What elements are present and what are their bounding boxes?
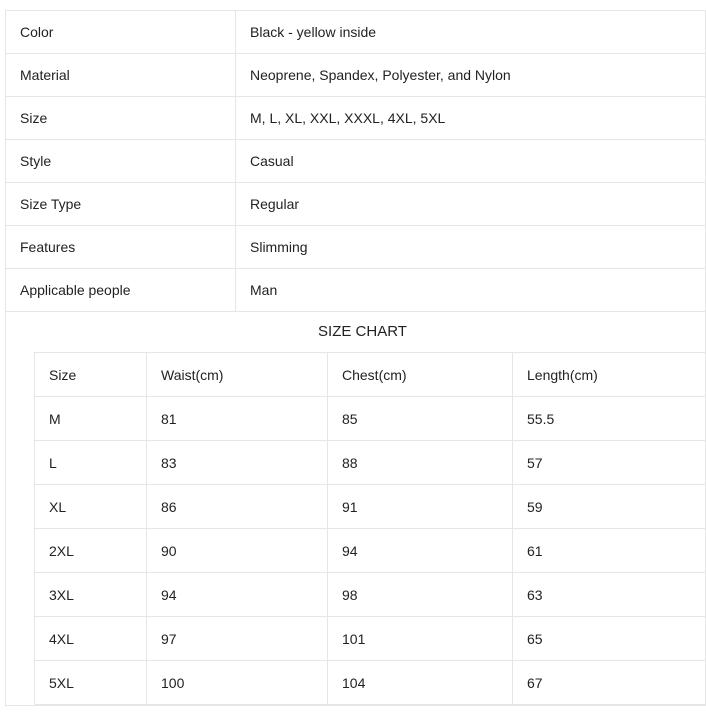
waist-cell: 90 [147, 529, 328, 573]
length-cell: 59 [513, 485, 706, 529]
size-cell: 4XL [35, 617, 147, 661]
size-chart-table [34, 352, 706, 705]
spec-value: M, L, XL, XXL, XXXL, 4XL, 5XL [236, 97, 706, 140]
length-cell: 67 [513, 661, 706, 705]
header-length: Length(cm) [513, 353, 706, 397]
chest-cell: 101 [328, 617, 513, 661]
size-row [35, 397, 706, 441]
waist-cell: 100 [147, 661, 328, 705]
size-chart-header-row [35, 353, 706, 397]
spec-label: Size Type [6, 183, 236, 226]
length-cell: 63 [513, 573, 706, 617]
size-cell: 5XL [35, 661, 147, 705]
spec-value: Neoprene, Spandex, Polyester, and Nylon [236, 54, 706, 97]
size-cell: XL [35, 485, 147, 529]
size-cell: M [35, 397, 147, 441]
spec-value: Man [236, 269, 706, 312]
header-waist: Waist(cm) [147, 353, 328, 397]
spec-label: Material [6, 54, 236, 97]
chest-cell: 91 [328, 485, 513, 529]
chest-cell: 98 [328, 573, 513, 617]
size-row [35, 529, 706, 573]
spec-label: Size [6, 97, 236, 140]
length-cell: 57 [513, 441, 706, 485]
size-row [35, 617, 706, 661]
length-cell: 65 [513, 617, 706, 661]
spec-value: Slimming [236, 226, 706, 269]
chest-cell: 104 [328, 661, 513, 705]
spec-value: Regular [236, 183, 706, 226]
chest-cell: 85 [328, 397, 513, 441]
spec-label: Color [6, 11, 236, 54]
spec-label: Style [6, 140, 236, 183]
size-cell: 3XL [35, 573, 147, 617]
size-row [35, 441, 706, 485]
waist-cell: 86 [147, 485, 328, 529]
size-chart-cell [6, 312, 706, 706]
size-row [35, 485, 706, 529]
spec-row [6, 54, 706, 97]
spec-row [6, 11, 706, 54]
spec-table [5, 10, 706, 706]
waist-cell: 94 [147, 573, 328, 617]
spec-value: Black - yellow inside [236, 11, 706, 54]
size-chart-row [6, 312, 706, 706]
length-cell: 61 [513, 529, 706, 573]
spec-row [6, 97, 706, 140]
spec-value: Casual [236, 140, 706, 183]
header-chest: Chest(cm) [328, 353, 513, 397]
length-cell: 55.5 [513, 397, 706, 441]
product-details [5, 10, 706, 706]
spec-row [6, 140, 706, 183]
chest-cell: 88 [328, 441, 513, 485]
header-size: Size [35, 353, 147, 397]
size-cell: L [35, 441, 147, 485]
size-row [35, 573, 706, 617]
chest-cell: 94 [328, 529, 513, 573]
size-row [35, 661, 706, 705]
spec-label: Features [6, 226, 236, 269]
waist-cell: 81 [147, 397, 328, 441]
size-chart-title: SIZE CHART [318, 323, 407, 340]
spec-row [6, 269, 706, 312]
size-cell: 2XL [35, 529, 147, 573]
spec-label: Applicable people [6, 269, 236, 312]
waist-cell: 83 [147, 441, 328, 485]
spec-row [6, 226, 706, 269]
waist-cell: 97 [147, 617, 328, 661]
spec-row [6, 183, 706, 226]
